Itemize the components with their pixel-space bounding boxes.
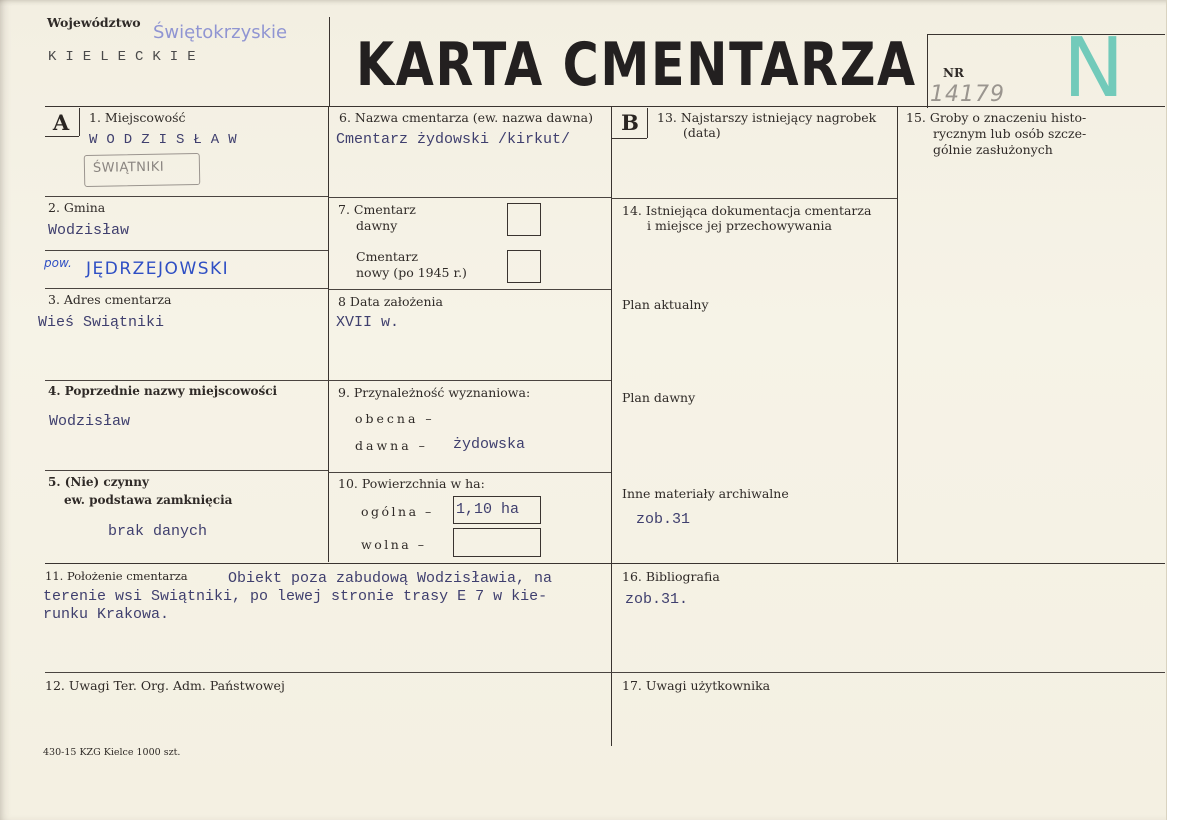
voivodeship-label: Województwo (47, 15, 141, 30)
header-divider (329, 17, 330, 107)
field-5-label-line1: 5. (Nie) czynny (48, 475, 149, 489)
field-9-label: 9. Przynależność wyznaniowa: (338, 385, 531, 400)
field-10-total-label: ogólna – (361, 504, 434, 519)
field-5-value[interactable]: brak danych (108, 523, 208, 540)
rule-f9-f10 (328, 472, 611, 473)
rule-f6-f7 (328, 197, 611, 198)
field-1-handwritten-box (84, 153, 201, 187)
new-cemetery-checkbox[interactable] (507, 250, 541, 283)
rule-f1-f2 (45, 196, 328, 197)
field-16-label: 16. Bibliografia (622, 569, 720, 584)
field-7-new-label-line1: Cmentarz (356, 249, 418, 264)
field-16-value[interactable]: zob.31. (625, 591, 689, 608)
field-1-value[interactable]: WODZISŁAW (89, 132, 246, 148)
field-11-line1[interactable]: Obiekt poza zabudową Wodzisławia, na (228, 570, 553, 587)
print-info: 430-15 KZG Kielce 1000 szt. (43, 747, 181, 758)
field-17-label: 17. Uwagi użytkownika (622, 678, 771, 693)
field-15-label-line2: rycznym lub osób szcze- (933, 126, 1087, 141)
field-2-handwritten-county: JĘDRZEJOWSKI (86, 259, 230, 279)
field-8-value[interactable]: XVII w. (336, 314, 400, 331)
rule-f7-f8 (328, 289, 611, 290)
field-1-label: 1. Miejscowość (89, 110, 186, 125)
field-11-line2[interactable]: terenie wsi Swiątniki, po lewej stronie trasy E 7 w kie- (43, 588, 548, 605)
column-divider-2 (611, 106, 612, 746)
rule-f13-f14 (611, 198, 897, 199)
field-13-label-line1: 13. Najstarszy istniejący nagrobek (657, 110, 877, 125)
voivodeship-stamp: Świętokrzyskie (153, 22, 288, 43)
header-bottom-rule (45, 106, 1165, 107)
section-a-letter-side (79, 108, 80, 136)
section-b-letter-side (647, 108, 648, 138)
field-1-handwritten-note: ŚWIĄTNIKI (92, 159, 165, 176)
field-10-free-label: wolna – (361, 537, 427, 552)
old-cemetery-checkbox[interactable] (507, 203, 541, 236)
field-10-label: 10. Powierzchnia w ha: (338, 476, 485, 491)
field-6-value[interactable]: Cmentarz żydowski /kirkut/ (336, 131, 571, 148)
rule-f8-f9 (328, 380, 611, 381)
field-2-label: 2. Gmina (48, 200, 106, 215)
section-b-letter: B (621, 110, 639, 135)
field-2-handwritten-prefix: pow. (44, 256, 72, 270)
rule-f3-f4 (45, 380, 328, 381)
field-11-label: 11. Położenie cmentarza (45, 569, 188, 583)
rule-f2-f3 (45, 288, 328, 289)
field-14-other-value[interactable]: zob.31 (636, 511, 691, 528)
field-14-other-label: Inne materiały archiwalne (622, 486, 789, 501)
rule-lower-top (45, 563, 1165, 564)
nr-label: NR (943, 66, 964, 80)
field-14-label-line1: 14. Istniejąca dokumentacja cmentarza (622, 203, 872, 218)
field-4-label: 4. Poprzednie nazwy miejscowości (48, 384, 278, 398)
field-14-current-plan-label: Plan aktualny (622, 297, 709, 312)
nr-box-left (927, 34, 928, 108)
field-10-total-box[interactable] (453, 496, 541, 524)
field-3-value[interactable]: Wieś Swiątniki (38, 314, 165, 331)
field-13-label-line2: (data) (683, 125, 721, 140)
field-7-label-line2: dawny (356, 218, 398, 233)
field-3-label: 3. Adres cmentarza (48, 292, 172, 307)
field-9-current-label: obecna – (355, 411, 435, 426)
field-7-new-label-line2: nowy (po 1945 r.) (356, 265, 467, 280)
field-12-label: 12. Uwagi Ter. Org. Adm. Państwowej (45, 678, 285, 693)
field-10-total-value: 1,10 ha (456, 501, 520, 518)
field-10-free-box[interactable] (453, 528, 541, 557)
field-2-value[interactable]: Wodzisław (48, 222, 130, 239)
rule-f4-f5 (45, 470, 328, 471)
field-5-label-line2: ew. podstawa zamknięcia (64, 493, 233, 507)
nr-value-handwritten: 14179 (930, 82, 1005, 107)
page-title: KARTA CMENTARZA (356, 30, 917, 100)
field-4-value[interactable]: Wodzisław (49, 413, 131, 430)
section-a-letter: A (52, 110, 70, 135)
field-9-former-label: dawna – (355, 438, 428, 453)
column-divider-3 (897, 106, 898, 562)
section-a-letter-underline (45, 136, 79, 137)
field-14-label-line2: i miejsce jej przechowywania (647, 218, 832, 233)
field-15-label-line3: gólnie zasłużonych (933, 142, 1053, 157)
voivodeship-value: KIELECKIE (48, 49, 205, 65)
rule-lower-mid (45, 672, 1165, 673)
field-14-old-plan-label: Plan dawny (622, 390, 696, 405)
column-divider-1 (328, 106, 329, 562)
nr-letter-marker: N (1063, 21, 1125, 116)
nr-box-top (927, 34, 1165, 35)
field-15-label-line1: 15. Groby o znaczeniu histo- (906, 110, 1087, 125)
rule-f2-county (45, 250, 328, 251)
field-6-label: 6. Nazwa cmentarza (ew. nazwa dawna) (339, 110, 593, 125)
field-7-label-line1: 7. Cmentarz (338, 202, 416, 217)
section-b-letter-underline (611, 138, 647, 139)
field-8-label: 8 Data założenia (338, 294, 443, 309)
field-9-former-value[interactable]: żydowska (453, 436, 526, 453)
field-11-line3[interactable]: runku Krakowa. (43, 606, 170, 623)
